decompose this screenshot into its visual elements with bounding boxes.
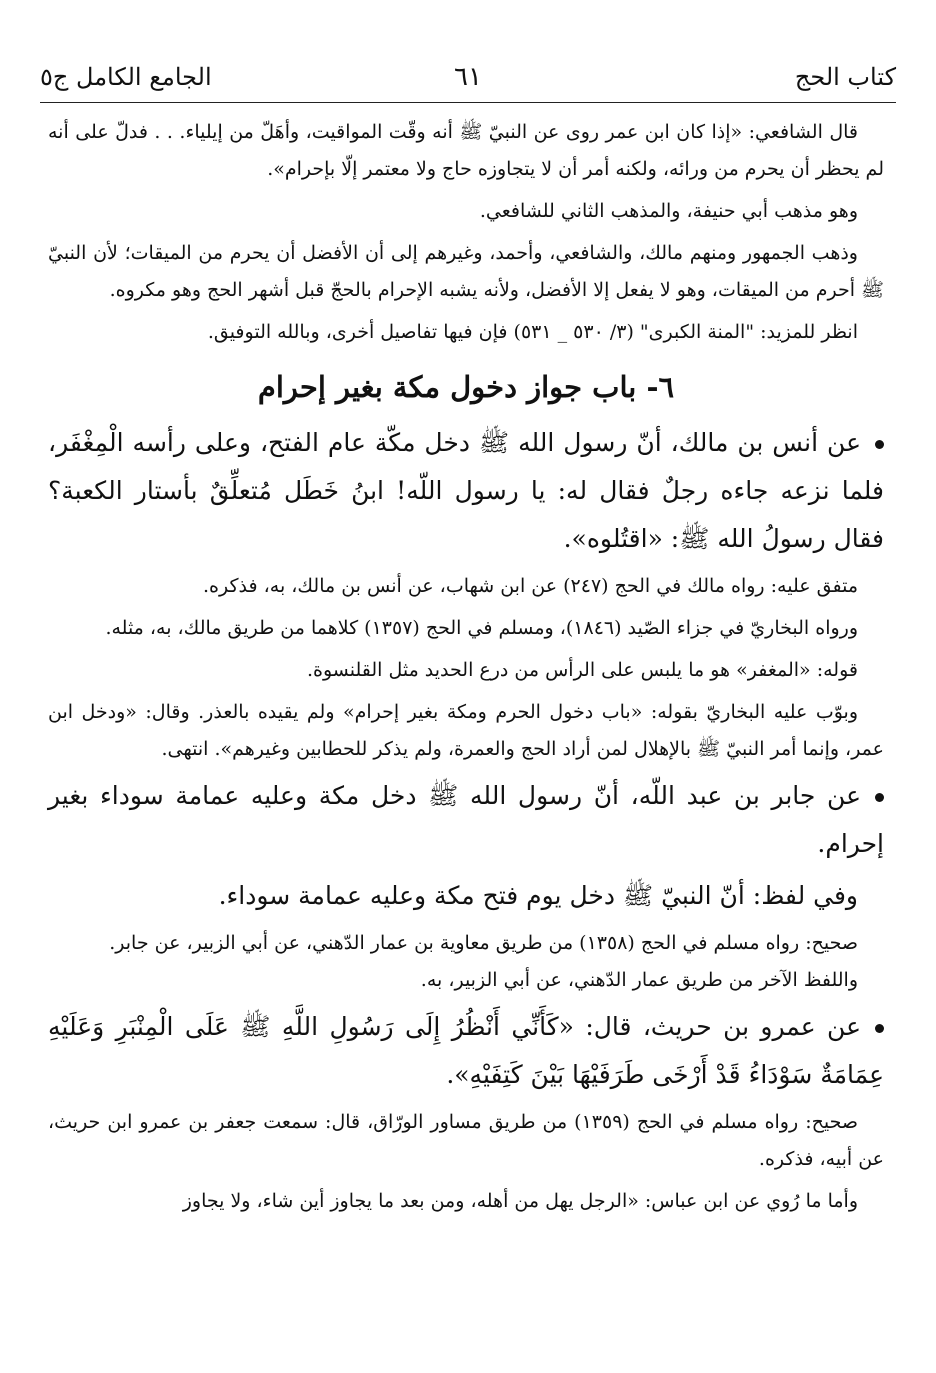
takhrij-anas: متفق عليه: رواه مالك في الحج (٢٤٧) عن ابن شهاب، عن أنس بن مالك، به، فذكره. — [203, 575, 858, 597]
bullet-icon — [875, 440, 884, 449]
ibn-abbas-note: وأما ما رُوي عن ابن عباس: «الرجل يهل من أهله، ومن بعد ما يجاوز أين شاء، ولا يجاوز — [182, 1190, 858, 1212]
bukhari-chapter-note: وبوّب عليه البخاريّ بقوله: «باب دخول الحرم ومكة بغير إحرام» ولم يقيده بالعذر. وقال: «ودخل ابن عمر، وإنما أمر النبيّ ﷺ بالإهلال لمن أراد الحج والعمرة، ولم يذكر للحطابين وغيرهم». انتهى. — [48, 701, 884, 760]
takhrij-jabir-variant: واللفظ الآخر من طريق عمار الدّهني، عن أبي الزبير، به. — [420, 969, 858, 991]
abu-hanifa-note: وهو مذهب أبي حنيفة، والمذهب الثاني للشافعي. — [479, 200, 858, 222]
reference-note: انظر للمزيد: "المنة الكبرى" (٣/ ٥٣٠ _ ٥٣١) فإن فيها تفاصيل أخرى، وبالله التوفيق. — [207, 321, 858, 343]
bullet-icon — [875, 793, 884, 802]
section-heading: ٦- باب جواز دخول مكة بغير إحرام — [257, 370, 675, 404]
explanation-mighfar: قوله: «المغفر» هو ما يلبس على الرأس من درع الحديد مثل القلنسوة. — [306, 659, 858, 681]
book-title: الجامع الكامل ج٥ — [40, 63, 212, 91]
takhrij-jabir: صحيح: رواه مسلم في الحج (١٣٥٨) من طريق معاوية بن عمار الدّهني، عن أبي الزبير، عن جابر. — [109, 932, 858, 954]
hadith-jabir — [48, 772, 884, 868]
page-header — [40, 52, 896, 103]
hadith-jabir-variant: وفي لفظ: أنّ النبيّ ﷺ دخل يوم فتح مكة وعليه عمامة سوداء. — [218, 881, 858, 910]
page-number: ٦١ — [454, 62, 482, 92]
bullet-icon — [875, 1024, 884, 1033]
takhrij-amr: صحيح: رواه مسلم في الحج (١٣٥٩) من طريق مساور الورّاق، قال: سمعت جعفر بن عمرو ابن حريث، عن أبيه، فذكره. — [48, 1111, 884, 1170]
chapter-title: كتاب الحج — [794, 63, 896, 91]
hadith-amr — [48, 1003, 884, 1099]
hadith-text: عن أنس بن مالك، أنّ رسول الله ﷺ دخل مكّة عام الفتح، وعلى رأسه الْمِغْفَر، فلما نزعه جاءه رجلٌ فقال له: يا رسول اللّه! ابنُ خَطَل مُتعلِّقٌ بأستار الكعبة؟ فقال رسولُ الله ﷺ: «اقتُلوه». — [48, 428, 884, 553]
takhrij-bukhari: ورواه البخاريّ في جزاء الصّيد (١٨٤٦)، ومسلم في الحج (١٣٥٧) كلاهما من طريق مالك، به، مثله. — [105, 617, 858, 639]
jumhur-opinion: وذهب الجمهور ومنهم مالك، والشافعي، وأحمد، وغيرهم إلى أن الأفضل أن يحرم من الميقات؛ لأن النبيّ ﷺ أحرم من الميقات، وهو لا يفعل إلا الأفضل، ولأنه يشبه الإحرام بالحجّ قبل أشهر الحج وهو مكروه. — [48, 242, 884, 301]
page-content — [48, 114, 884, 1220]
shafii-quote: قال الشافعي: «إذا كان ابن عمر روى عن النبيّ ﷺ أنه وقّت المواقيت، وأهَلّ من إيلياء. . . فدلّ على أنه لم يحظر أن يحرم من ورائه، ولكنه أمر أن لا يتجاوزه حاج ولا معتمر إلّا بإحرام». — [48, 121, 884, 180]
hadith-anas — [48, 419, 884, 563]
hadith-text: عن عمرو بن حريث، قال: «كَأَنِّي أَنْظُرُ إِلَى رَسُولِ اللَّهِ ﷺ عَلَى الْمِنْبَرِ وَعَلَيْهِ عِمَامَةٌ سَوْدَاءُ قَدْ أَرْخَى طَرَفَيْهَا بَيْنَ كَتِفَيْهِ». — [48, 1012, 884, 1089]
hadith-text: عن جابر بن عبد اللّه، أنّ رسول الله ﷺ دخل مكة وعليه عمامة سوداء بغير إحرام. — [48, 781, 884, 858]
